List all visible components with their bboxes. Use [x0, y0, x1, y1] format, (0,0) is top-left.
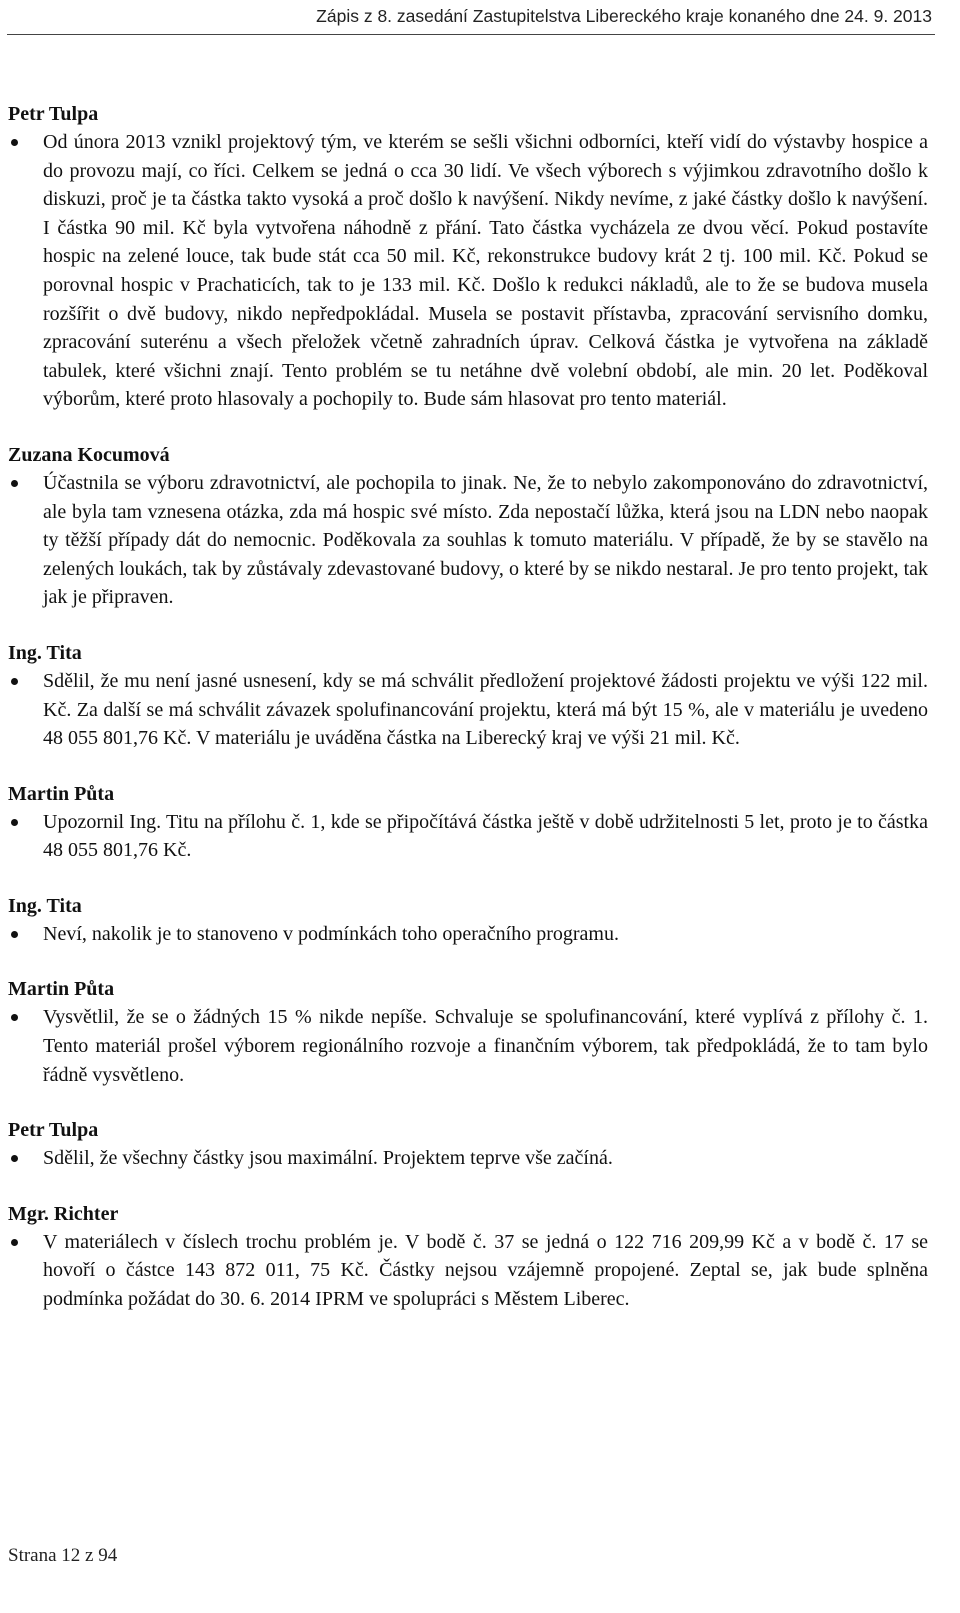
statement-item [8, 128, 928, 414]
statement-list [8, 1003, 928, 1089]
bullet-icon [11, 139, 18, 146]
statement-item [8, 920, 928, 949]
statement-list [8, 920, 928, 949]
bullet-icon [11, 480, 18, 487]
statement-list [8, 808, 928, 865]
statement-text: Vysvětlil, že se o žádných 15 % nikde nepíše. Schvaluje se spolufinancování, které vyplívá z přílohy č. 1. Tento materiál prošel výborem regionálního rozvoje a finančním výborem, tak předpokládá, že to tam bylo řádně vysvětleno. [43, 1006, 928, 1086]
minutes-content [8, 100, 928, 1341]
statement-list [8, 667, 928, 753]
statement-item [8, 808, 928, 865]
speaker-name: Zuzana Kocumová [8, 443, 170, 466]
speaker-block [8, 441, 928, 612]
statement-text: Sdělil, že mu není jasné usnesení, kdy se má schválit předložení projektové žádosti projektu ve výši 122 mil. Kč. Za další se má schválit závazek spolufinancování projektu, která má být 15 %, ale v materiálu je uvedeno 48 055 801,76 Kč. V materiálu je uváděna částka na Liberecký kraj ve výši 21 mil. Kč. [43, 669, 928, 750]
speaker-block [8, 780, 928, 865]
bullet-icon [11, 819, 18, 826]
speaker-block [8, 975, 928, 1089]
statement-list [8, 469, 928, 612]
speaker-block [8, 100, 928, 414]
bullet-icon [11, 1014, 18, 1021]
statement-text: Od února 2013 vznikl projektový tým, ve kterém se sešli všichni odborníci, kteří vidí do výstavby hospice a do provozu mají, co říci. Celkem se jedná o cca 30 lidí. Ve všech výborech s výjimkou zdravotního došlo k diskuzi, proč je ta částka takto vysoká a proč došlo k navýšení. Nikdy nevíme, z jaké částky došlo k navýšení. I částka 90 mil. Kč byla vytvořena náhodně z přání. Tato částka vycházela ze dvou věcí. Pokud postavíte hospic na zelené louce, tak bude stát cca 50 mil. Kč, rekonstrukce budovy krát 2 tj. 100 mil. Kč. Pokud se porovnal hospic v Prachaticích, tak to je 133 mil. Kč. Došlo k redukci nákladů, ale to že se budova musela rozšířit o dvě budovy, nikdo nepředpokládal. Musela se postavit přístavba, zpracování servisního domku, zpracování suterénu a všech přeložek včetně zahradních úprav. Celková částka je vytvořena na základě tabulek, které všichni znají. Tento problém se tu netáhne dvě volební období, ale min. 20 let. Poděkoval výborům, které proto hlasovaly a pochopily to. Bude sám hlasovat pro tento materiál. [43, 131, 928, 411]
bullet-icon [11, 931, 18, 938]
statement-item [8, 469, 928, 612]
speaker-block [8, 892, 928, 949]
statement-item [8, 1144, 928, 1173]
statement-list [8, 1228, 928, 1314]
page-header: Zápis z 8. zasedání Zastupitelstva Libereckého kraje konaného dne 24. 9. 2013 [316, 6, 932, 26]
statement-item [8, 1228, 928, 1314]
statement-item [8, 1003, 928, 1089]
statement-text: Sdělil, že všechny částky jsou maximální. Projektem teprve vše začíná. [43, 1147, 613, 1170]
statement-item [8, 667, 928, 753]
speaker-name: Martin Půta [8, 978, 115, 1001]
statement-text: V materiálech v číslech trochu problém je. V bodě č. 37 se jedná o 122 716 209,99 Kč a v bodě č. 17 se hovoří o částce 143 872 011, 75 Kč. Částky nejsou vzájemně propojené. Zeptal se, jak bude splněna podmínka požádat do 30. 6. 2014 IPRM ve spolupráci s Městem Liberec. [43, 1230, 928, 1311]
statement-list [8, 128, 928, 414]
speaker-name: Martin Půta [8, 782, 115, 805]
speaker-name: Ing. Tita [8, 894, 82, 917]
statement-text: Upozornil Ing. Titu na přílohu č. 1, kde se připočítává částka ještě v době udržitelnosti 5 let, proto je to částka 48 055 801,76 Kč. [43, 810, 928, 862]
speaker-name: Petr Tulpa [8, 1119, 99, 1142]
speaker-block [8, 1200, 928, 1314]
statement-text: Neví, nakolik je to stanoveno v podmínkách toho operačního programu. [43, 922, 619, 945]
bullet-icon [11, 1155, 18, 1162]
statement-list [8, 1144, 928, 1173]
speaker-block [8, 639, 928, 753]
speaker-block [8, 1116, 928, 1173]
page-number: Strana 12 z 94 [8, 1545, 118, 1566]
speaker-name: Mgr. Richter [8, 1202, 119, 1225]
speaker-name: Ing. Tita [8, 641, 82, 664]
header-divider [7, 34, 935, 35]
statement-text: Účastnila se výboru zdravotnictví, ale pochopila to jinak. Ne, že to nebylo zakomponováno do zdravotnictví, ale byla tam vznesena otázka, zda má hospic své místo. Zda nepostačí lůžka, která jsou na LDN nebo naopak ty těžší případy dát do nemocnic. Poděkovala za souhlas k tomuto materiálu. V případě, že by se stavělo na zelených loukách, tak by zůstávaly zdevastované budovy, o které by se nikdo nestaral. Je pro tento projekt, tak jak je připraven. [43, 471, 928, 609]
bullet-icon [11, 1239, 18, 1246]
bullet-icon [11, 678, 18, 685]
speaker-name: Petr Tulpa [8, 103, 99, 125]
